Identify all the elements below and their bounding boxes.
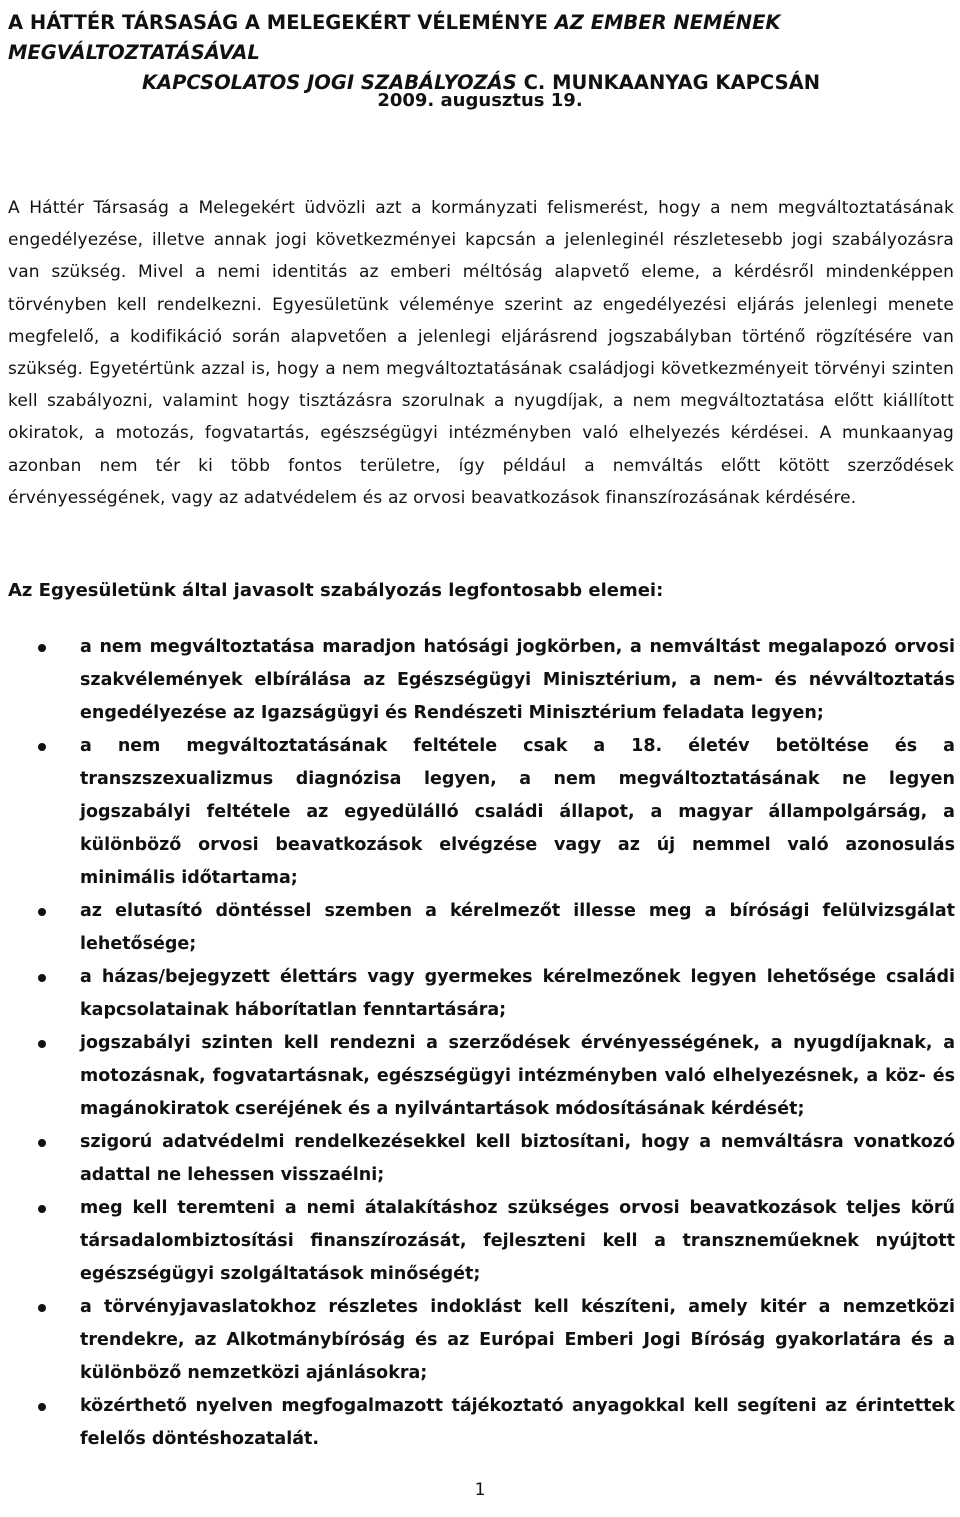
list-item <box>0 631 960 730</box>
bullet-icon <box>38 974 46 982</box>
list-item <box>0 1390 960 1456</box>
list-item <box>0 1126 960 1192</box>
bullet-icon <box>38 644 46 652</box>
list-item-text: jogszabályi szinten kell rendezni a szerződések érvényességének, a nyugdíjaknak, a motozásnak, fogvatartásnak, egészségügyi intézményben való elhelyezésnek, a köz- és magánokiratok cseréjének és a nyilvántartások módosításának kérdését; <box>80 1033 955 1119</box>
list-item <box>0 961 960 1027</box>
list-item-text: szigorú adatvédelmi rendelkezésekkel kell biztosítani, hogy a nemváltásra vonatkozó adattal ne lehessen visszaélni; <box>80 1132 955 1185</box>
list-item-text: a törvényjavaslatokhoz részletes indoklást kell készíteni, amely kitér a nemzetközi trendekre, az Alkotmánybíróság és az Európai Emberi Jogi Bíróság gyakorlatára és a különböző nemzetközi ajánlásokra; <box>80 1297 955 1383</box>
bullet-icon <box>38 743 46 751</box>
list-item <box>0 1291 960 1390</box>
list-item-text: a nem megváltoztatásának feltétele csak a 18. életév betöltése és a transzszexualizmus diagnózisa legyen, a nem megváltoztatásának ne legyen jogszabályi feltétele az egyedülálló családi állapot, a magyar állampolgárság, a különböző orvosi beavatkozások elvégzése vagy az új nemmel való azonosulás minimális időtartama; <box>80 736 955 888</box>
title-line2-normal: C. MUNKAANYAG KAPCSÁN <box>523 71 821 94</box>
title-line1-italic: AZ EMBER NEMÉNEK MEGVÁLTOZTATÁSÁVAL <box>8 11 781 64</box>
bullet-icon <box>38 1304 46 1312</box>
document-date: 2009. augusztus 19. <box>377 90 583 111</box>
intro-paragraph: A Háttér Társaság a Melegekért üdvözli azt a kormányzati felismerést, hogy a nem megváltoztatásának engedélyezése, illetve annak jogi következményei kapcsán a jelenleginél részletesebb jogi szabályozásra van szükség. Mivel a nemi identitás az emberi méltóság alapvető eleme, a kérdésről mindenképpen törvényben kell rendelkezni. Egyesületünk véleménye szerint az engedélyezési eljárás jelenlegi menete megfelelő, a kodifikáció során alapvetően a jelenlegi eljárásrend jogszabályban történő rögzítésére van szükség. Egyetértünk azzal is, hogy a nem megváltoztatásának családjogi következményeit törvényi szinten kell szabályozni, valamint hogy tisztázásra szorulnak a nyugdíjak, a nem megváltoztatása előtt kiállított okiratok, a motozás, fogvatartás, egészségügyi intézményben való elhelyezés kérdései. A munkaanyag azonban nem tér ki több fontos területre, így például a nemváltás előtt kötött szerződések érvényességének, vagy az adatvédelem és az orvosi beavatkozások finanszírozásának kérdésére. <box>8 198 954 508</box>
list-item-text: a házas/bejegyzett élettárs vagy gyermekes kérelmezőnek legyen lehetősége családi kapcsolatainak háborítatlan fenntartására; <box>80 967 955 1020</box>
bullet-icon <box>38 1040 46 1048</box>
proposal-list <box>0 631 960 1456</box>
title-line2-italic: KAPCSOLATOS JOGI SZABÁLYOZÁS <box>141 71 524 94</box>
document-title <box>8 8 954 98</box>
title-line1-normal: A HÁTTÉR TÁRSASÁG A MELEGEKÉRT VÉLEMÉNYE <box>8 11 555 34</box>
list-item-text: az elutasító döntéssel szemben a kérelmezőt illesse meg a bírósági felülvizsgálat lehetősége; <box>80 901 955 954</box>
list-item <box>0 1027 960 1126</box>
bullet-icon <box>38 1403 46 1411</box>
list-item <box>0 1192 960 1291</box>
section-heading: Az Egyesületünk által javasolt szabályozás legfontosabb elemei: <box>8 580 664 601</box>
list-item-text: a nem megváltoztatása maradjon hatósági jogkörben, a nemváltást megalapozó orvosi szakvélemények elbírálása az Egészségügyi Minisztérium, a nem- és névváltoztatás engedélyezése az Igazságügyi és Rendészeti Minisztérium feladata legyen; <box>80 637 955 723</box>
bullet-icon <box>38 1205 46 1213</box>
list-item <box>0 730 960 895</box>
list-item <box>0 895 960 961</box>
page-number: 1 <box>474 1480 486 1500</box>
list-item-text: meg kell teremteni a nemi átalakításhoz szükséges orvosi beavatkozások teljes körű társadalombiztosítási finanszírozását, fejleszteni kell a transzneműeknek nyújtott egészségügyi szolgáltatások minőségét; <box>80 1198 955 1284</box>
bullet-icon <box>38 908 46 916</box>
list-item-text: közérthető nyelven megfogalmazott tájékoztató anyagokkal kell segíteni az érintettek felelős döntéshozatalát. <box>80 1396 955 1449</box>
bullet-icon <box>38 1139 46 1147</box>
